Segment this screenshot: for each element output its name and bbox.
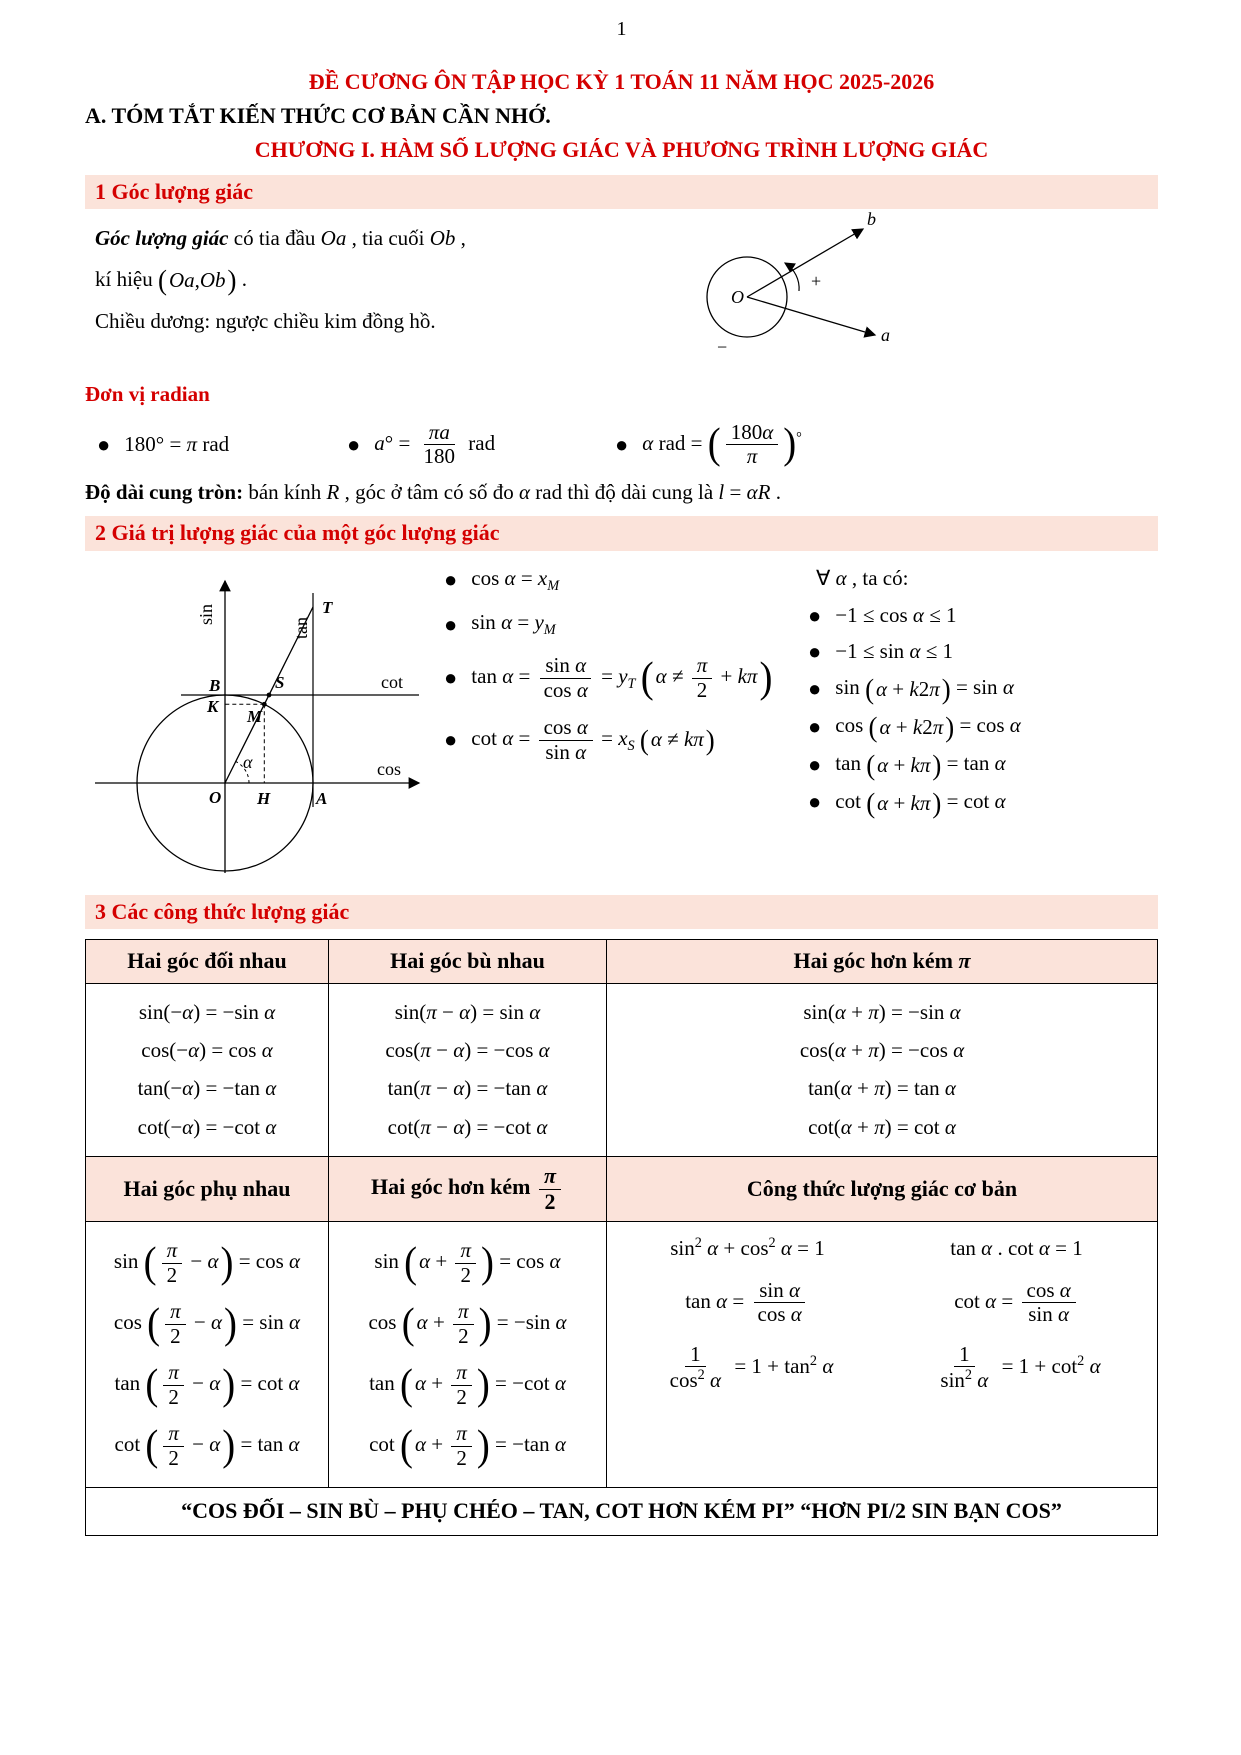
formula: sin ( α + $\frac{\pi}{2}$ ) = cos α <box>374 1238 561 1287</box>
label-K: K <box>207 696 219 716</box>
arc-length-line <box>85 479 1158 506</box>
page-number: 1 <box>616 18 627 40</box>
trig-properties <box>808 555 1158 885</box>
formula: tan α . cot α = 1 <box>950 1235 1083 1260</box>
mnemonic-quote: “COS ĐỐI – SIN BÙ – PHỤ CHÉO – TAN, COT HƠN KÉM PI” “HƠN PI/2 SIN BẠN COS” <box>86 1488 1158 1536</box>
arc-length-label: Độ dài cung tròn: <box>85 479 244 504</box>
formula: tan(π − α) = −tan α <box>387 1076 548 1101</box>
forall-line: ∀ α , ta có: <box>816 565 909 590</box>
cot-axis-label: cot <box>381 671 403 692</box>
property <box>808 674 1158 703</box>
radian-formulas-row <box>85 421 1158 469</box>
doc-title: ĐỀ CƯƠNG ÔN TẬP HỌC KỲ 1 TOÁN 11 NĂM HỌC 2025-2026 <box>308 69 935 94</box>
bullet-icon: ● <box>615 431 629 457</box>
bullet-icon: ● <box>808 713 822 739</box>
radian-heading: Đơn vị radian <box>85 382 210 407</box>
formula: cot(−α) = −cot α <box>137 1114 277 1139</box>
header-bu-nhau: Hai góc bù nhau <box>329 940 607 984</box>
property <box>808 788 1158 817</box>
formula: sin ( $\frac{\pi}{2}$ − α ) = cos α <box>113 1238 301 1287</box>
formula: sin(α + π) = −sin α <box>803 999 961 1024</box>
bullet-icon: ● <box>444 727 458 753</box>
radian-item <box>347 421 615 469</box>
header-phu-nhau: Hai góc phụ nhau <box>86 1156 329 1221</box>
formula: a° = $\frac{\pi a}{180}$ rad <box>374 419 496 469</box>
formula: tan(−α) = −tan α <box>137 1076 277 1101</box>
formula-cot <box>444 716 796 764</box>
formula: cot α = $\frac{\text{cos α}}{\text{sin α}}$ = $x_S$ ( α ≠ kπ ) <box>471 715 715 764</box>
label-O: O <box>209 787 222 807</box>
bullet-icon: ● <box>808 602 822 628</box>
cell-doi-nhau <box>86 983 329 1156</box>
angle-diagram <box>695 211 895 363</box>
formula: cot ( $\frac{\pi}{2}$ − α ) = tan α <box>114 1421 300 1470</box>
term-goc-luong-giac: Góc lượng giác <box>95 226 229 251</box>
formula: $\frac{1}{\sin^2 \alpha}$ = $1 + \cot^2 \alpha$ <box>940 1341 1101 1393</box>
formula: $\sin \alpha = y_M$ <box>471 610 556 639</box>
formula: cot(π − α) = −cot α <box>387 1114 548 1139</box>
formula: cot ( α + kπ ) = cot α <box>835 786 1006 819</box>
section1-text <box>85 225 745 334</box>
cell-cong-thuc-co-ban <box>607 1222 1158 1488</box>
formula: tan(α + π) = tan α <box>808 1076 956 1101</box>
formula: cot ( α + $\frac{\pi}{2}$ ) = −tan α <box>369 1421 566 1470</box>
formula: $\sin^2 \alpha + \cos^2 \alpha = 1$ <box>670 1235 825 1261</box>
cell-hon-kem-pi <box>607 983 1158 1156</box>
header-hon-kem-pi: Hai góc hơn kém π <box>607 940 1158 984</box>
label-O: O <box>731 287 744 308</box>
ray-a <box>747 297 875 335</box>
chapter-heading: CHƯƠNG I. HÀM SỐ LƯỢNG GIÁC VÀ PHƯƠNG TRÌNH LƯỢNG GIÁC <box>254 137 989 163</box>
label-A: A <box>316 788 328 808</box>
formula: −1 ≤ cos α ≤ 1 <box>835 602 957 627</box>
header-doi-nhau: Hai góc đối nhau <box>86 940 329 984</box>
cell-phu-nhau <box>86 1222 329 1488</box>
formula: cot(α + π) = cot α <box>808 1114 956 1139</box>
arc-length-rest: bán kính R , góc ở tâm có số đo α rad thì độ dài cung là l = αR . <box>243 479 781 504</box>
label-M: M <box>247 706 263 726</box>
property <box>808 750 1158 779</box>
header-hon-kem-pi-2: Hai góc hơn kém $\frac{\pi}{2}$ <box>329 1156 607 1221</box>
cos-axis-label: cos <box>377 758 401 779</box>
minus-sign: − <box>717 337 728 358</box>
section2-block <box>85 555 1158 885</box>
section1-block <box>85 209 1158 377</box>
property <box>808 712 1158 741</box>
plus-sign: + <box>811 271 822 292</box>
label-H: H <box>257 788 271 808</box>
point-M <box>262 701 267 706</box>
formula: tan ( $\frac{\pi}{2}$ − α ) = cot α <box>114 1360 300 1409</box>
radian-item <box>615 421 1158 469</box>
bullet-icon: ● <box>808 789 822 815</box>
unit-circle-diagram <box>85 555 430 885</box>
formula: sin(π − α) = sin α <box>394 999 541 1024</box>
formula-tan <box>444 654 796 702</box>
definition-rest: có tia đầu Oa , tia cuối Ob , <box>228 226 466 251</box>
header-cong-thuc-co-ban: Công thức lượng giác cơ bản <box>607 1156 1158 1221</box>
ray-b <box>747 229 863 297</box>
bullet-icon: ● <box>808 751 822 777</box>
band-2-gia-tri-luong-giac: 2 Giá trị lượng giác của một góc lượng giác <box>85 516 1158 551</box>
bullet-icon: ● <box>97 431 111 457</box>
table-body-row-1 <box>86 983 1158 1156</box>
property <box>808 638 1158 665</box>
property <box>808 602 1158 629</box>
sin-axis-label: sin <box>196 603 216 625</box>
section-a-heading: A. TÓM TẮT KIẾN THỨC CƠ BẢN CẦN NHỚ. <box>85 102 551 128</box>
band-3-cong-thuc-luong-giac: 3 Các công thức lượng giác <box>85 895 1158 930</box>
table-header-row-1 <box>86 940 1158 984</box>
label-B: B <box>209 675 221 695</box>
formula: cos(−α) = cos α <box>141 1038 273 1063</box>
cell-bu-nhau <box>329 983 607 1156</box>
formula: −1 ≤ sin α ≤ 1 <box>835 639 953 664</box>
bullet-icon: ● <box>444 611 458 637</box>
formula: tan ( α + kπ ) = tan α <box>835 749 1006 781</box>
bullet-icon: ● <box>808 638 822 664</box>
positive-direction-line: Chiều dương: ngược chiều kim đồng hồ. <box>95 308 436 333</box>
formula: 180° = π rad <box>124 432 230 457</box>
label-S: S <box>275 672 285 692</box>
table-header-row-2 <box>86 1156 1158 1221</box>
formula: $\frac{1}{\cos^2 \alpha}$ = $1 + \tan^2 \alpha$ <box>669 1341 834 1393</box>
label-a: a <box>881 325 890 346</box>
formula: $\cos \alpha = x_M$ <box>471 565 560 594</box>
label-alpha: α <box>243 751 253 772</box>
bullet-icon: ● <box>347 431 361 457</box>
cell-hon-kem-pi-2 <box>329 1222 607 1488</box>
formula-sin <box>444 609 796 640</box>
label-b: b <box>867 209 876 230</box>
formula: cos ( α + k2π ) = cos α <box>835 711 1021 743</box>
formula: cos(α + π) = −cos α <box>799 1038 965 1063</box>
formula: tan ( α + $\frac{\pi}{2}$ ) = −cot α <box>369 1360 566 1409</box>
basic-identities-grid <box>613 1234 1151 1392</box>
formula-cos <box>444 565 796 596</box>
point-S <box>267 692 272 697</box>
formula: sin(−α) = −sin α <box>138 999 276 1024</box>
formula: tan α = $\frac{\text{sin α}}{\text{cos α}}$ <box>685 1279 810 1327</box>
formula: α rad = ( $\frac{180\alpha}{\pi}$ ) ° <box>642 419 802 469</box>
trig-value-formulas <box>444 555 796 885</box>
band-1-goc-luong-giac: 1 Góc lượng giác <box>85 175 1158 210</box>
tan-axis-label: tan <box>291 616 311 639</box>
table-body-row-2 <box>86 1222 1158 1488</box>
notation-line: kí hiệu ( Oa,Ob ) . <box>95 264 247 297</box>
table-footer-row <box>86 1488 1158 1536</box>
formula: sin ( α + k2π ) = sin α <box>835 673 1014 705</box>
formula: cos(π − α) = −cos α <box>385 1038 550 1063</box>
definition-line <box>95 225 745 252</box>
bullet-icon: ● <box>444 566 458 592</box>
formula: cos ( α + $\frac{\pi}{2}$ ) = −sin α <box>368 1299 567 1348</box>
bullet-icon: ● <box>808 675 822 701</box>
label-T: T <box>322 597 333 617</box>
formula: cot α = $\frac{\text{cos α}}{\text{sin α}}$ <box>954 1279 1079 1327</box>
radian-item <box>97 431 347 458</box>
trig-identities-table <box>85 939 1158 1536</box>
formula: cos ( $\frac{\pi}{2}$ − α ) = sin α <box>113 1299 301 1348</box>
formula: tan α = $\frac{\text{sin α}}{\text{cos α}}$ = $y_T$ ( α ≠ $\frac{\pi}{2}$ + kπ ) <box>471 652 773 702</box>
bullet-icon: ● <box>444 665 458 691</box>
